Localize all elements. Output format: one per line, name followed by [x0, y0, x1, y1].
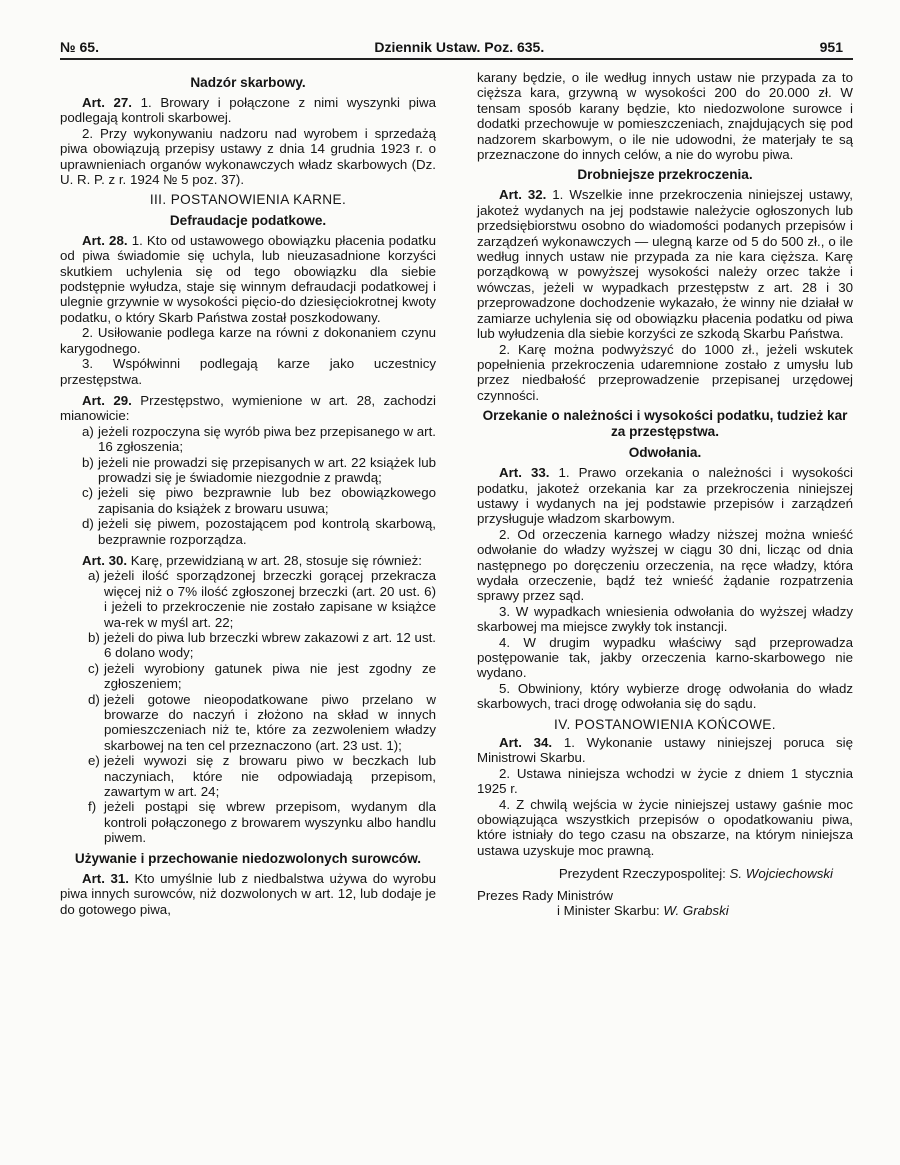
art34-text1: 1. Wykonanie ustawy niniejszej poruca się Ministrowi Skarbu.: [477, 735, 853, 766]
art28-para3: 3. Współwinni podlegają karze jako uczestnicy przestępstwa.: [60, 356, 436, 387]
list-item: [60, 630, 436, 661]
art32-label: Art. 32.: [499, 187, 547, 203]
heading-uzywanie: Używanie i przechowanie niedozwolonych surowców.: [74, 850, 422, 866]
art27-para1: [60, 95, 436, 126]
signature-president: [477, 866, 853, 881]
art28-para1: [60, 233, 436, 325]
art27-para2: 2. Przy wykonywaniu nadzoru nad wyrobem i sprzedażą piwa obowiązują przepisy ustawy z dnia 14 grudnia 1923 r. o uprawnieniach organów wykonawczych władz skarbowych (Dz. U. R. P. z r. 1924 № 5 poz. 37).: [60, 125, 436, 188]
art31-label: Art. 31.: [82, 870, 129, 886]
item-text: jeżeli rozpoczyna się wyrób piwa bez przepisanego w art. 16 zgłoszenia;: [98, 423, 436, 455]
item-letter: d): [88, 691, 100, 707]
columns: [60, 70, 853, 919]
item-text: jeżeli się piwo bezprawnie lub bez obowiązkowego zapisania do książek z browaru usuwa;: [98, 485, 436, 516]
right-column: [477, 70, 853, 919]
heading-defraudacje: Defraudacje podatkowe.: [169, 212, 327, 228]
art32-para1: [477, 187, 853, 341]
item-text: jeżeli do piwa lub brzeczki wbrew zakazowi z art. 12 ust. 6 dolano wody;: [104, 630, 436, 661]
running-head: [60, 40, 853, 60]
issue-number: № 65.: [60, 39, 99, 55]
art34-label: Art. 34.: [499, 735, 553, 751]
art29-list: [60, 424, 436, 547]
art33-para3: 3. W wypadkach wniesienia odwołania do wyższej władzy skarbowej ma miejsce zwykły tok instancji.: [477, 603, 853, 635]
list-item: [60, 568, 436, 630]
list-item: [60, 753, 436, 799]
item-letter: a): [88, 568, 100, 584]
art30-intro: [60, 553, 436, 568]
item-text: jeżeli wywozi się z browaru piwo w beczkach lub naczyniach, które nie odpowiadają przepisom, zawartym w art. 24;: [104, 753, 436, 800]
art33-para1: [477, 465, 853, 527]
president-name: S. Wojciechowski: [729, 866, 833, 882]
minister-name: W. Grabski: [663, 903, 729, 919]
art30-label: Art. 30.: [82, 552, 128, 568]
art34-para2: 2. Ustawa niniejsza wchodzi w życie z dniem 1 stycznia 1925 r.: [477, 765, 853, 797]
item-letter: e): [88, 753, 100, 769]
art31-text: Kto umyślnie lub z niedbalstwa używa do wyrobu piwa innych surowców, niż dozwolonych w art. 12, lub dodaje je do gotowego piwa,: [60, 870, 436, 917]
list-item: [60, 661, 436, 692]
page-number: 951: [819, 39, 843, 55]
journal-title: Dziennik Ustaw. Poz. 635.: [374, 39, 545, 55]
art32-text1: 1. Wszelkie inne przekroczenia niniejszej ustawy, jakoteż wydanych na jej podstawie należycie ogłoszonych lub przedsiębiorstwu osobno do wiadomości podanych przepisów i zarządzeń wykonawczych — ulegną karze od 5 do 500 zł., o ile według innych ustaw nie przypada za nie kara cięższa. Karę porządkową w powyższej wysokości należy orzec także i wówczas, jeżeli w wypadkach przestępstw z art. 28 i 30 przeprowadzone dochodzenie wykazało, że winny nie działał w zamiarze uchylenia się od obowiązku płacenia podatku od piwa lub wyłudzenia dla siebie korzyści ze szkodą Skarbu Państwa.: [477, 187, 853, 342]
item-text: jeżeli gotowe nieopodatkowane piwo przelano w browarze do naczyń i złożono na skład w innych pomieszczeniach niż te, które za zezwoleniem władzy skarbowej na ten cel przeznaczono (art. 23 ust. 1);: [104, 691, 436, 753]
art31-para: [60, 871, 436, 917]
art27-label: Art. 27.: [82, 95, 133, 110]
art33-para2: 2. Od orzeczenia karnego władzy niższej można wnieść odwołanie do władzy wyższej w ciągu 30 dni, licząc od dnia następnego po doręczeniu orzeczenia, na ręce władzy, która wydała orzeczenie, bądź też wnieść żądanie rozpatrzenia sprawy przez sąd.: [477, 526, 853, 604]
art31-continuation: karany będzie, o ile według innych ustaw nie przypada za to cięższa kara, grzywną w wysokości 200 do 20.000 zł. W tensam sposób karany będzie, kto niedozwolone surowce i dodatki przechowuje w pomieszczeniach, znajdujących się pod nadzorem skarbowym, o ile nie udowodni, że materjały te są przeznaczone do innych celów, a nie do wyrobu piwa.: [477, 70, 853, 163]
signature-minister: [477, 903, 853, 918]
art34-para1: [477, 735, 853, 766]
item-letter: d): [82, 516, 94, 532]
list-item: [60, 485, 436, 516]
art29-intro: [60, 393, 436, 424]
item-text: jeżeli się piwem, pozostającem pod kontrolą skarbową, bezprawnie rozporządza.: [98, 516, 436, 547]
item-letter: a): [82, 423, 94, 439]
item-text: jeżeli nie prowadzi się przepisanych w art. 22 książek lub prowadzi się je świadomie niezgodnie z prawdą;: [98, 454, 436, 485]
art30-list: [60, 568, 436, 845]
signatures: [477, 866, 853, 918]
item-letter: c): [82, 485, 94, 501]
art29-label: Art. 29.: [82, 392, 132, 408]
section-iv: IV. POSTANOWIENIA KOŃCOWE.: [554, 716, 776, 732]
list-item: [60, 516, 436, 547]
art27-text1: 1. Browary i połączone z nimi wyszynki piwa podlegają kontroli skarbowej.: [60, 95, 436, 126]
item-text: jeżeli wyrobiony gatunek piwa nie jest zgodny ze zgłoszeniem;: [104, 660, 436, 692]
list-item: [60, 799, 436, 845]
art28-label: Art. 28.: [82, 232, 128, 248]
list-item: [60, 455, 436, 486]
art33-para4: 4. W drugim wypadku właściwy sąd przeprowadza postępowanie tak, jakby orzeczenia karno-skarbowego nie wydano.: [477, 634, 853, 681]
item-letter: c): [88, 660, 100, 676]
section-iii: III. POSTANOWIENIA KARNE.: [149, 192, 347, 208]
item-letter: b): [82, 454, 94, 470]
heading-nadzor: Nadzór skarbowy.: [190, 75, 306, 90]
minister-title: i Minister Skarbu:: [557, 903, 660, 919]
president-title: Prezydent Rzeczypospolitej:: [558, 866, 726, 882]
item-text: jeżeli postąpi się wbrew przepisom, wydanym dla kontroli połączonego z browarem wyszynku albo handlu piwem.: [104, 799, 436, 846]
item-letter: b): [88, 630, 100, 645]
art32-para2: 2. Karę można podwyższyć do 1000 zł., jeżeli wskutek popełnienia przekroczenia udaremnione zostało z umysłu lub przez niedbałość przeprowadzenie przepisanej urzędowej czynności.: [477, 341, 853, 403]
item-letter: f): [88, 799, 97, 815]
art34-para3: 4. Z chwilą wejścia w życie niniejszej ustawy gaśnie moc obowiązująca wszystkich przepisów o opodatkowaniu piwa, które istniały do tego czasu na obszarze, na którym niniejsza ustawa uzyskuje moc prawną.: [477, 796, 853, 858]
list-item: [60, 424, 436, 455]
left-column: [60, 70, 436, 919]
art29-intro-text: Przestępstwo, wymienione w art. 28, zachodzi mianowicie:: [60, 392, 436, 424]
art33-para5: 5. Obwiniony, który wybierze drogę odwołania do władz skarbowych, traci drogę odwołania się do sądu.: [477, 680, 853, 712]
art33-label: Art. 33.: [499, 465, 550, 481]
art28-para2: 2. Usiłowanie podlega karze na równi z dokonaniem czynu karygodnego.: [60, 325, 436, 356]
item-text: jeżeli ilość sporządzonej brzeczki gorącej przekracza więcej niż o 7% ilość zgłoszonej brzeczki (art. 20 ust. 6) i jeżeli to przekroczenie nie zostało zapisane w książce wa-rek w myśl art. 22;: [104, 568, 436, 630]
art28-text1: 1. Kto od ustawowego obowiązku płacenia podatku od piwa świadomie się uchyla, lub nieuzasadnione korzyści skutkiem uchylenia się od tego obowiązku dla siebie podstępnie wyłudza, staje się winnym defraudacji podatkowej i ulegnie grzywnie w wysokości pięcio-do dziesięciokrotnej kwoty podatku, o który Skarb Państwa został poszkodowany.: [60, 232, 436, 325]
list-item: [60, 692, 436, 754]
art33-text1: 1. Prawo orzekania o należności i wysokości podatku, jakoteż orzekania kar za przekroczenia niniejszej ustawy i wydanych na jej podstawie przepisów i zarządzeń przysługuje władzom skarbowym.: [477, 465, 853, 527]
art30-intro-text: Karę, przewidzianą w art. 28, stosuje się również:: [130, 552, 422, 568]
heading-odwolania: Odwołania.: [628, 445, 702, 461]
signature-pm-title: Prezes Rady Ministrów: [477, 887, 613, 903]
heading-drobniejsze: Drobniejsze przekroczenia.: [577, 167, 753, 183]
heading-orzekanie: Orzekanie o należności i wysokości podatku, tudzież kar za przestępstwa.: [482, 408, 848, 440]
